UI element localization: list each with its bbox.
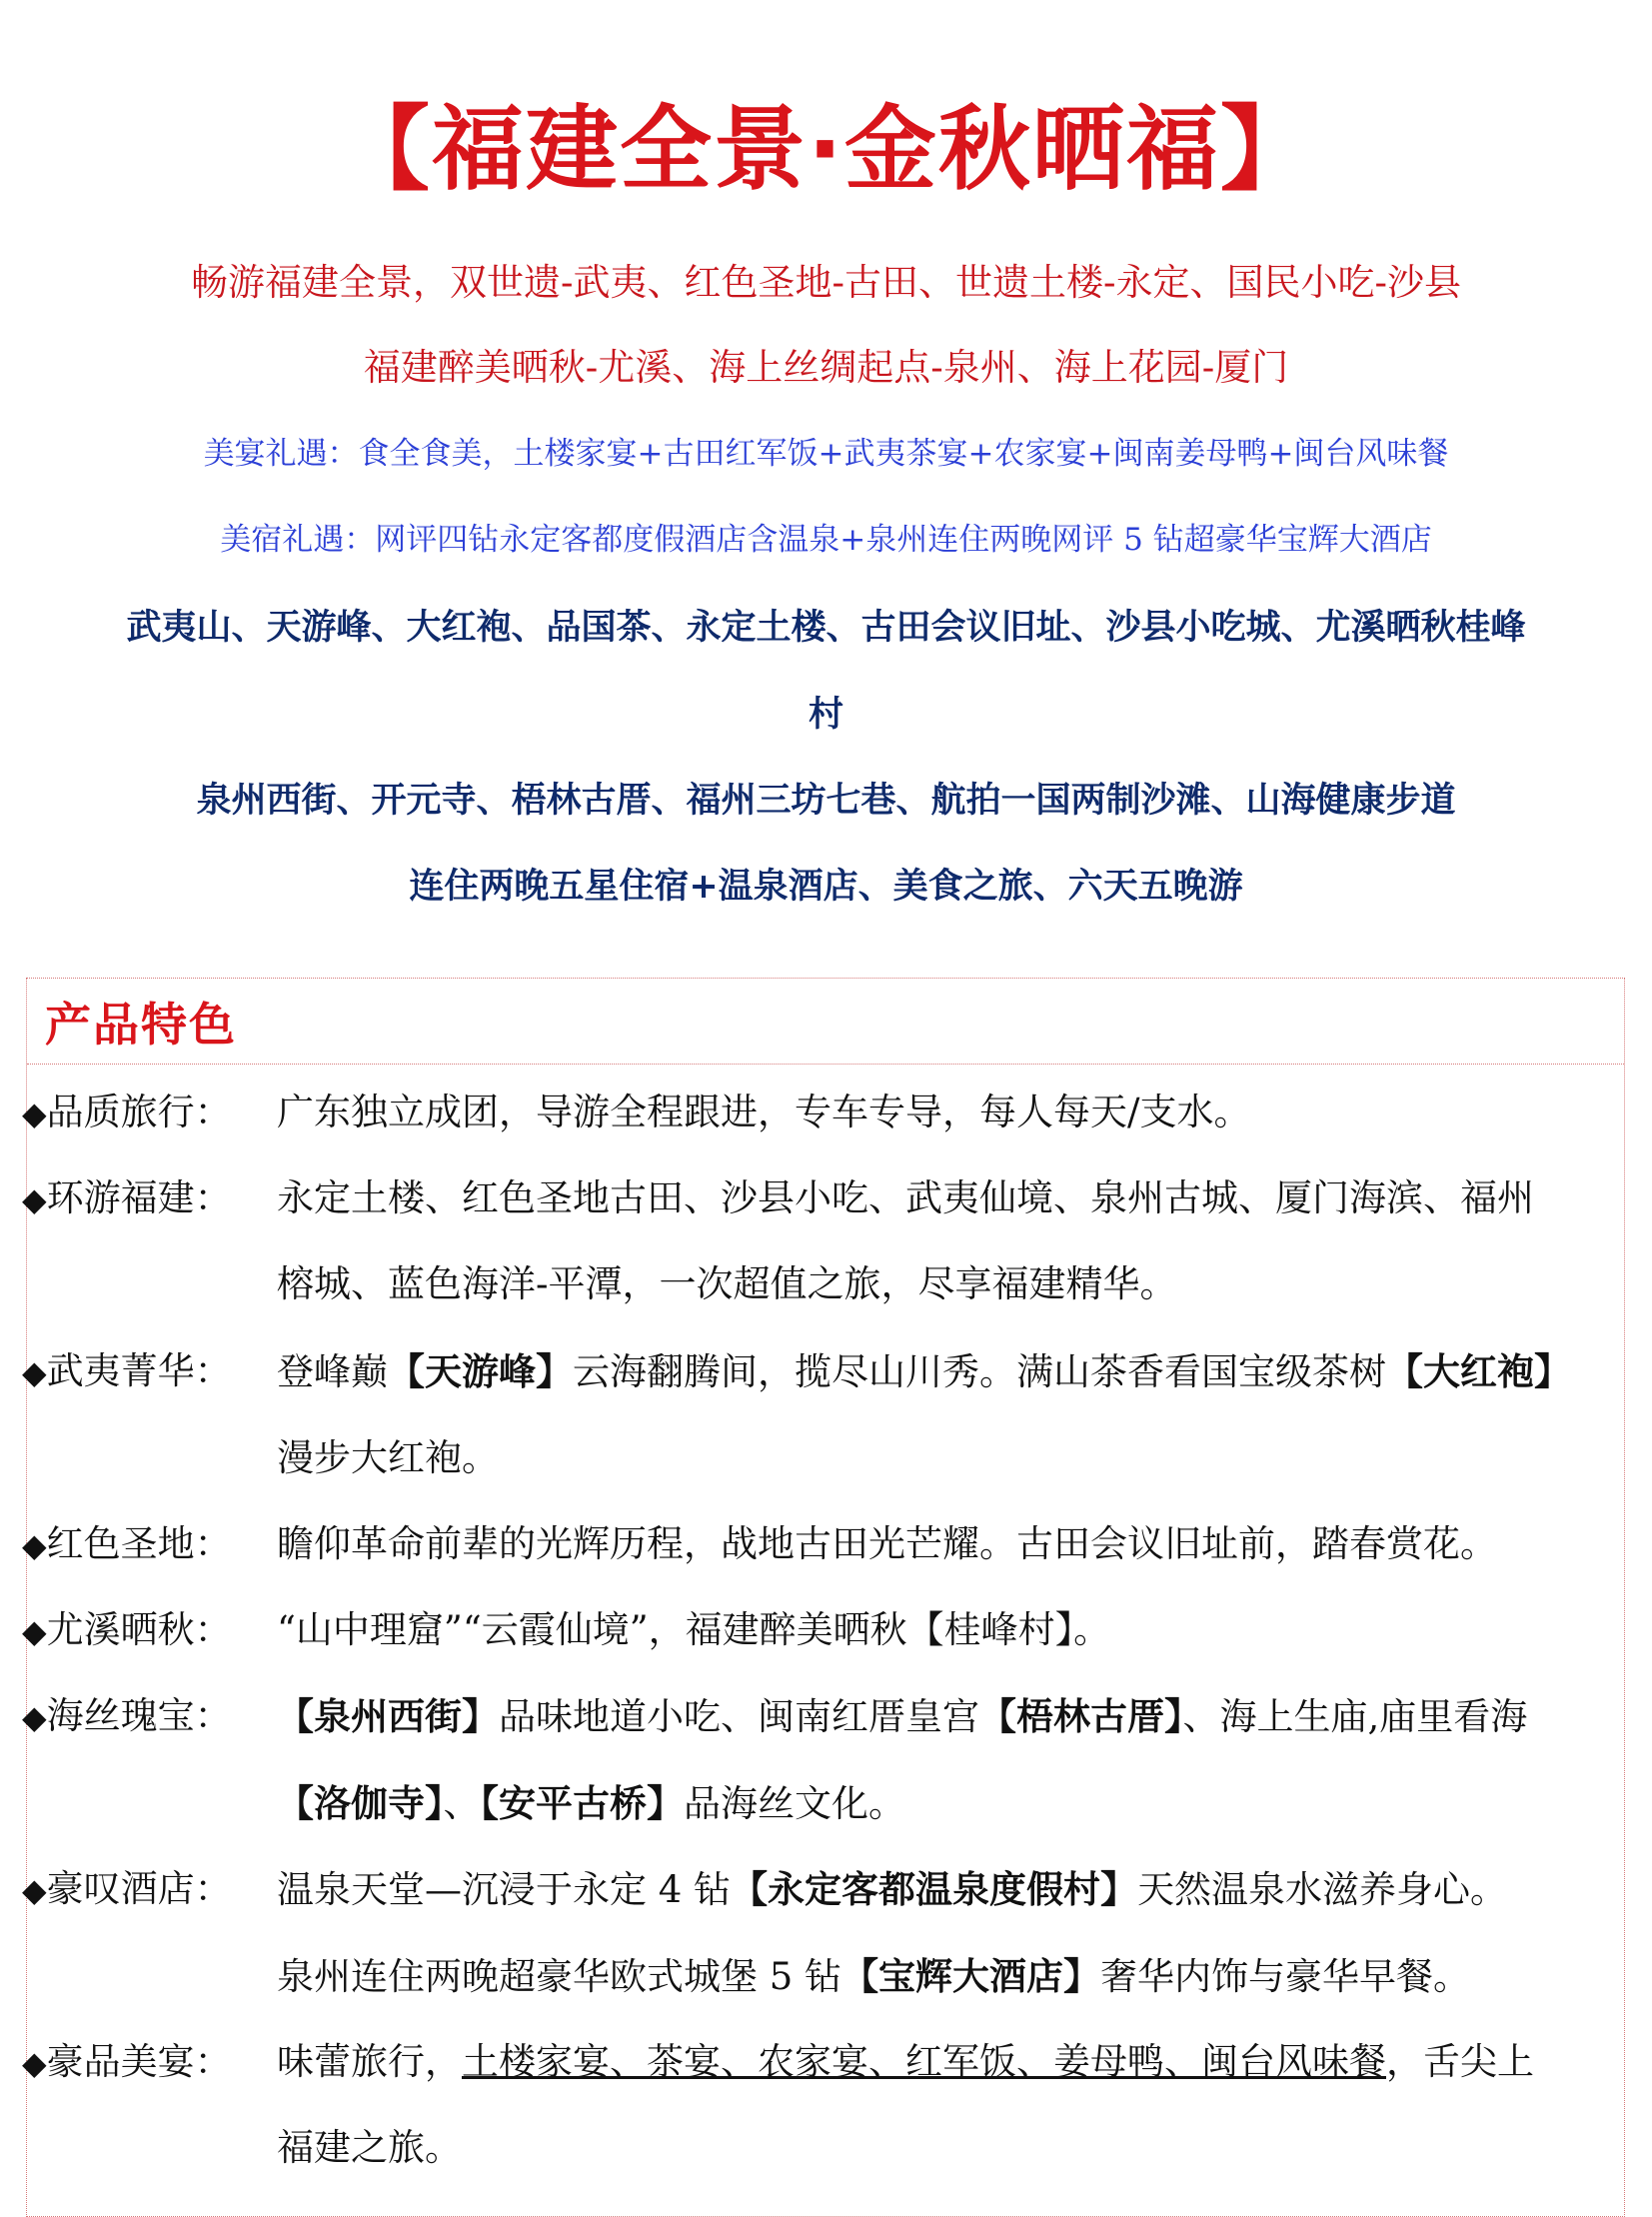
feature-label-text: 武夷菁华： — [46, 1349, 232, 1392]
highlight-tianyou-peak: 【天游峰】 — [388, 1349, 573, 1393]
feature-label-text: 品质旅行： — [46, 1091, 232, 1133]
feature-label-text: 豪品美宴： — [46, 2040, 232, 2083]
highlight-west-street: 【泉州西街】 — [277, 1694, 499, 1738]
highlight-luojia-temple: 【洛伽寺】 — [277, 1781, 444, 1825]
subtitle-red-1: 畅游福建全景，双世遗-武夷、红色圣地-古田、世遗土楼-永定、国民小吃-沙县 — [190, 261, 1461, 304]
text-run: 温泉天堂—沉浸于永定 4 钻 — [277, 1868, 732, 1911]
diamond-bullet-icon: ◆ — [22, 1095, 47, 1132]
underlined-banquet-list: 土楼家宴、茶宴、农家宴、红军饭、姜母鸭、闽台风味餐 — [462, 2040, 1386, 2083]
feature-text — [277, 1155, 1601, 1327]
feature-label — [22, 1846, 232, 1933]
feature-text — [277, 1673, 1601, 1847]
feature-quality-travel — [22, 1070, 1601, 1155]
highlight-anping-bridge: 【安平古桥】 — [480, 1781, 684, 1825]
feature-label — [22, 1070, 232, 1156]
diamond-bullet-icon: ◆ — [22, 1180, 47, 1218]
text-run: 、 — [443, 1782, 481, 1825]
features-title: 产品特色 — [45, 997, 237, 1052]
feature-text: 广东独立成团，导游全程跟进，专车专导，每人每天/支水。 — [277, 1091, 1251, 1133]
diamond-bullet-icon: ◆ — [22, 2044, 47, 2082]
feature-label — [22, 1328, 232, 1415]
feature-wuyi — [22, 1328, 1601, 1501]
text-run: 味蕾旅行， — [277, 2040, 462, 2083]
diamond-bullet-icon: ◆ — [22, 1526, 47, 1564]
text-run: 、海上生庙,庙里看海 — [1182, 1695, 1528, 1738]
highlights-line-3: 泉州西街、开元寺、梧林古厝、福州三坊七巷、航拍一国两制沙滩、山海健康步道 — [196, 781, 1456, 821]
diamond-bullet-icon: ◆ — [22, 1353, 47, 1391]
feature-banquets — [22, 2019, 1601, 2191]
text-run: 奢华内饰与豪华早餐。 — [1100, 1955, 1471, 1998]
feature-maritime-silk — [22, 1673, 1601, 1847]
text-run: 品味地道小吃、闽南红厝皇宫 — [499, 1695, 979, 1738]
feature-label — [22, 1587, 232, 1674]
feature-label-text: 尤溪晒秋： — [46, 1608, 232, 1651]
page-title: 【福建全景·金秋晒福】 — [338, 96, 1314, 203]
highlights-line-4: 连住两晚五星住宿+温泉酒店、美食之旅、六天五晚游 — [409, 867, 1243, 907]
feature-tour-fujian — [22, 1155, 1601, 1327]
diamond-bullet-icon: ◆ — [22, 1612, 47, 1650]
feature-youxi — [22, 1587, 1601, 1673]
highlight-wulin: 【梧林古厝】 — [979, 1694, 1183, 1738]
highlights-line-1: 武夷山、天游峰、大红袍、品国茶、永定土楼、古田会议旧址、沙县小吃城、尤溪晒秋桂峰 — [126, 608, 1526, 648]
features-header — [27, 979, 1624, 1065]
feature-label-text: 环游福建： — [46, 1176, 232, 1219]
feature-red-sacred — [22, 1501, 1601, 1587]
diamond-bullet-icon: ◆ — [22, 1871, 47, 1909]
feature-text-line: 永定土楼、红色圣地古田、沙县小吃、武夷仙境、泉州古城、厦门海滨、福州 — [277, 1176, 1534, 1219]
feature-label-text: 海丝瑰宝： — [46, 1694, 232, 1737]
highlights-line-2: 村 — [808, 695, 843, 735]
feature-label — [22, 1501, 232, 1588]
feature-label-text: 红色圣地： — [46, 1522, 232, 1565]
feature-text-line: 榕城、蓝色海洋-平潭，一次超值之旅，尽享福建精华。 — [277, 1262, 1177, 1305]
subtitle-red-2: 福建醉美晒秋-尤溪、海上丝绸起点-泉州、海上花园-厦门 — [363, 346, 1289, 389]
feature-text: “山中理窟”“云霞仙境”，福建醉美晒秋【桂峰村】。 — [277, 1608, 1111, 1651]
text-run: 登峰巅 — [277, 1350, 388, 1393]
feature-label — [22, 2019, 232, 2106]
feature-label — [22, 1673, 232, 1760]
highlight-dahongpao: 【大红袍】 — [1386, 1349, 1571, 1393]
feature-hotels — [22, 1846, 1601, 2020]
feature-text — [277, 1328, 1601, 1501]
feature-label-text: 豪叹酒店： — [46, 1867, 232, 1910]
text-run: 福建之旅。 — [277, 2126, 462, 2169]
text-run: 天然温泉水滋养身心。 — [1137, 1868, 1508, 1911]
text-run: ，舌尖上 — [1386, 2040, 1534, 2083]
subtitle-blue-1: 美宴礼遇：食全食美，土楼家宴+古田红军饭+武夷茶宴+农家宴+闽南姜母鸭+闽台风味餐 — [203, 436, 1449, 472]
feature-text — [277, 2019, 1601, 2191]
feature-label — [22, 1155, 232, 1242]
highlight-yongding-resort: 【永定客都温泉度假村】 — [731, 1867, 1138, 1911]
text-run: 云海翻腾间，揽尽山川秀。满山茶香看国宝级茶树 — [573, 1350, 1386, 1393]
subtitle-blue-2: 美宿礼遇：网评四钻永定客都度假酒店含温泉+泉州连住两晚网评 5 钻超豪华宝辉大酒店 — [220, 522, 1432, 558]
highlight-baohui-hotel: 【宝辉大酒店】 — [841, 1954, 1101, 1998]
feature-text: 瞻仰革命前辈的光辉历程，战地古田光芒耀。古田会议旧址前，踏春赏花。 — [277, 1522, 1497, 1565]
text-run: 品海丝文化。 — [684, 1782, 905, 1825]
feature-text — [277, 1846, 1601, 2020]
text-run: 漫步大红袍。 — [277, 1436, 499, 1479]
text-run: 泉州连住两晚超豪华欧式城堡 5 钻 — [277, 1955, 842, 1998]
diamond-bullet-icon: ◆ — [22, 1698, 47, 1736]
